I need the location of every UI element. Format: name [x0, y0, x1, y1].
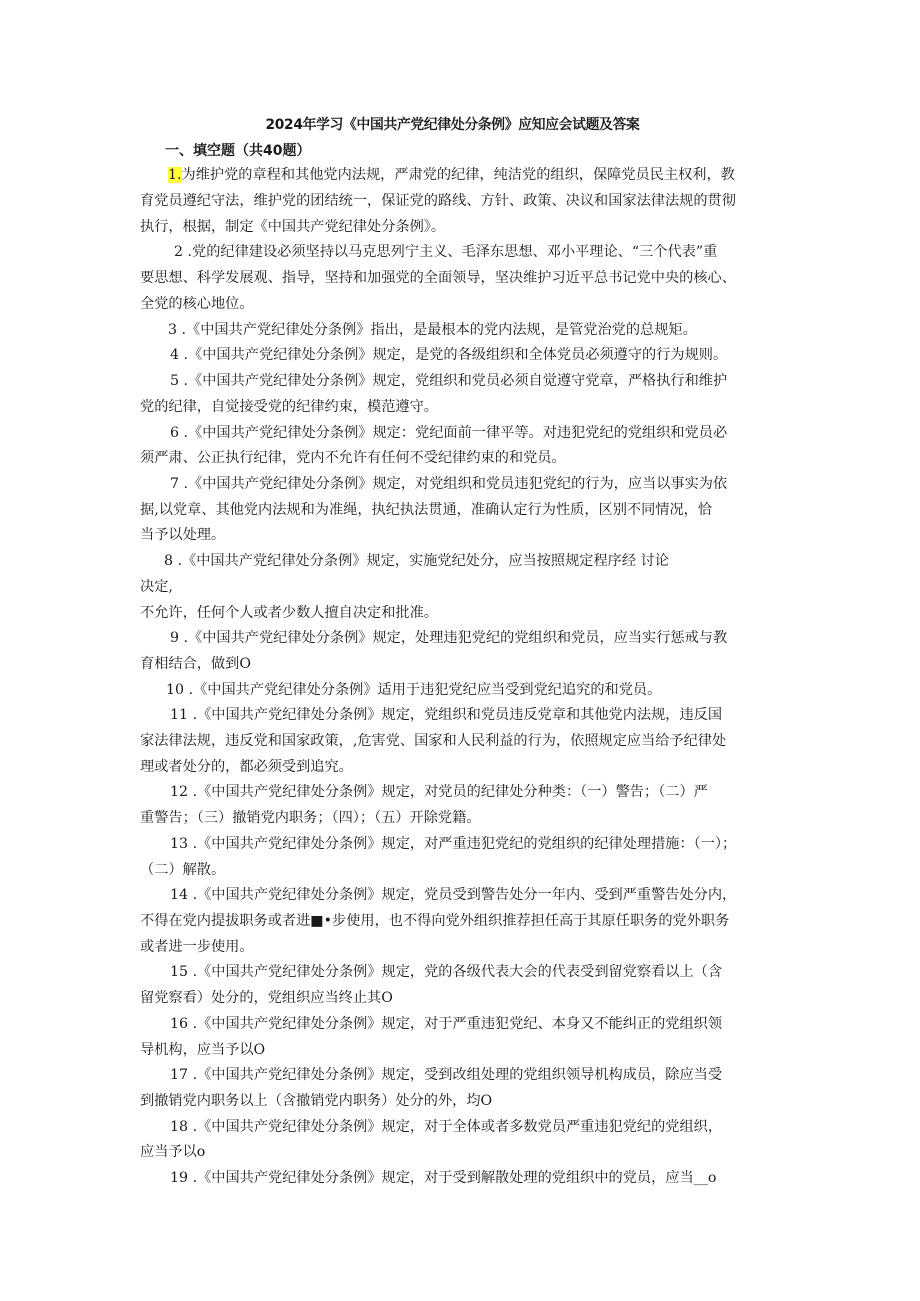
- question-9-line-1: 9 .《中国共产党纪律处分条例》规定，处理违犯党纪的党组织和党员，应当实行惩戒与教: [170, 630, 728, 646]
- question-8-line-1: 8 .《中国共产党纪律处分条例》规定，实施党纪处分，应当按照规定程序经 讨论: [164, 553, 669, 569]
- question-7-line-3: 当予以处理。: [140, 527, 226, 543]
- question-9-line-2: 育相结合，做到O: [140, 656, 251, 672]
- question-10-line-1: 10 .《中国共产党纪律处分条例》适用于违犯党纪应当受到党纪追究的和党员。: [166, 682, 662, 698]
- section-heading: 一、填空题（共40题）: [165, 143, 311, 159]
- question-11-line-3: 理或者处分的，都必须受到追究。: [140, 759, 353, 775]
- question-6-line-2: 须严肃、公正执行纪律，党内不允许有任何不受纪律约束的和党员。: [140, 450, 566, 466]
- question-7-line-2: 据,以党章、其他党内法规和为准绳，执纪执法贯通，准确认定行为性质，区别不同情况，恰: [140, 502, 713, 518]
- question-14-line-1: 14 .《中国共产党纪律处分条例》规定，党员受到警告处分一年内、受到严重警告处分内，: [170, 887, 737, 903]
- question-16-line-2: 导机构，应当予以O: [140, 1042, 266, 1058]
- question-2-line-1: 2 .党的纪律建设必须坚持以马克思列宁主义、毛泽东思想、邓小平理论、“三个代表”重: [174, 244, 718, 260]
- question-7-line-1: 7 .《中国共产党纪律处分条例》规定，对党组织和党员违犯党纪的行为，应当以事实为依: [170, 476, 728, 492]
- question-8-line-2: 决定,: [140, 579, 173, 595]
- question-3-line-1: 3 .《中国共产党纪律处分条例》指出，是最根本的党内法规，是管党治党的总规矩。: [168, 322, 697, 338]
- question-18-line-2: 应当予以o: [140, 1144, 206, 1160]
- question-5-line-1: 5 .《中国共产党纪律处分条例》规定，党组织和党员必须自觉遵守党章，严格执行和维护: [170, 373, 728, 389]
- question-14-line-2: 不得在党内提拔职务或者进■•步使用，也不得向党外组织推荐担任高于其原任职务的党外职务: [140, 913, 730, 929]
- question-13-line-2: （二）解散。: [140, 862, 226, 878]
- question-2-line-2: 要思想、科学发展观、指导，坚持和加强党的全面领导，坚决维护习近平总书记党中央的核心、: [140, 270, 736, 286]
- question-17-line-2: 到撤销党内职务以上（含撤销党内职务）处分的外，均O: [140, 1093, 493, 1109]
- question-17-line-1: 17 .《中国共产党纪律处分条例》规定，受到改组处理的党组织领导机构成员，除应当受: [170, 1067, 723, 1083]
- question-1-number: 1.: [168, 167, 182, 183]
- question-2-line-3: 全党的核心地位。: [140, 296, 254, 312]
- question-18-line-1: 18 .《中国共产党纪律处分条例》规定，对于全体或者多数党员严重违犯党纪的党组织，: [170, 1119, 723, 1135]
- question-1-line-2: 育党员遵纪守法，维护党的团结统一，保证党的路线、方针、政策、决议和国家法律法规的贯彻: [140, 193, 736, 209]
- question-11-line-2: 家法律法规，违反党和国家政策，,危害党、国家和人民利益的行为，依照规定应当给予纪律处: [140, 733, 727, 749]
- question-6-line-1: 6 .《中国共产党纪律处分条例》规定：党纪面前一律平等。对违犯党纪的党组织和党员必: [170, 425, 728, 441]
- question-1-line-3: 执行，根据，制定《中国共产党纪律处分条例》。: [140, 219, 446, 235]
- question-11-line-1: 11 .《中国共产党纪律处分条例》规定，党组织和党员违反党章和其他党内法规，违反国: [170, 707, 723, 723]
- page-title: 2024年学习《中国共产党纪律处分条例》应知应会试题及答案: [265, 117, 640, 133]
- question-1-line-1: [168, 166, 735, 184]
- question-4-line-1: 4 .《中国共产党纪律处分条例》规定，是党的各级组织和全体党员必须遵守的行为规则。: [170, 347, 728, 363]
- question-13-line-1: 13 .《中国共产党纪律处分条例》规定，对严重违犯党纪的党组织的纪律处理措施：（一）；: [170, 836, 737, 852]
- question-12-line-1: 12 .《中国共产党纪律处分条例》规定，对党员的纪律处分种类：（一）警告；（二）严: [170, 784, 708, 800]
- question-8-line-3: 不允许，任何个人或者少数人擅自决定和批准。: [140, 605, 438, 621]
- question-19-line-1: 19 .《中国共产党纪律处分条例》规定，对于受到解散处理的党组织中的党员，应当__o: [170, 1170, 717, 1186]
- question-14-line-3: 或者进一步使用。: [140, 939, 254, 955]
- question-15-line-2: 留党察看）处分的，党组织应当终止其O: [140, 990, 393, 1006]
- question-15-line-1: 15 .《中国共产党纪律处分条例》规定，党的各级代表大会的代表受到留党察看以上（含: [170, 964, 723, 980]
- question-12-line-2: 重警告；（三）撤销党内职务；（四）；（五）开除党籍。: [140, 810, 481, 826]
- question-1-text: 为维护党的章程和其他党内法规，严肃党的纪律，纯洁党的组织，保障党员民主权利，教: [181, 167, 735, 183]
- question-5-line-2: 党的纪律，自觉接受党的纪律约束，模范遵守。: [140, 399, 438, 415]
- question-16-line-1: 16 .《中国共产党纪律处分条例》规定，对于严重违犯党纪、本身又不能纠正的党组织领: [170, 1016, 723, 1032]
